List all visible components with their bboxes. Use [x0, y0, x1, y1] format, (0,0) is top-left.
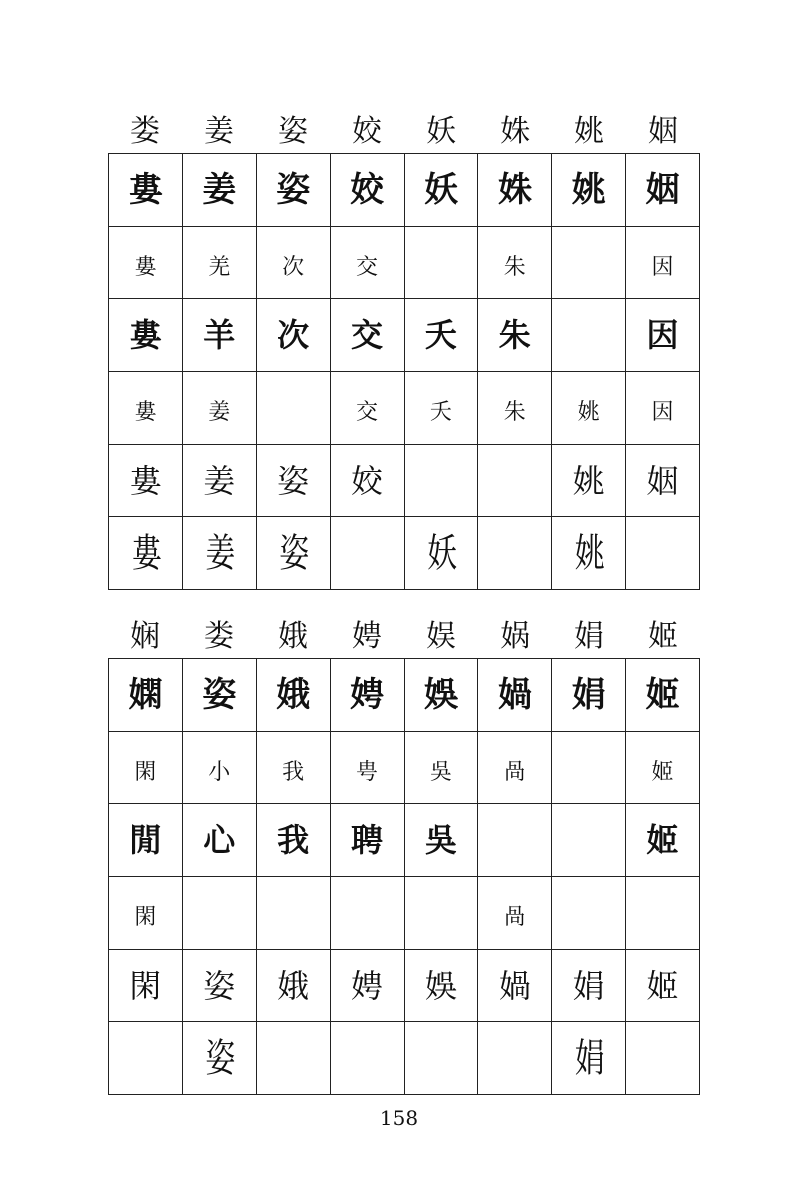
glyph-cell [256, 517, 330, 590]
glyph-cell [552, 804, 626, 877]
glyph-cell [404, 372, 478, 445]
header-char: 娄 [130, 114, 160, 149]
header-char: 姻 [648, 114, 678, 149]
glyph-cell [404, 1022, 478, 1095]
glyph-cell [330, 1022, 404, 1095]
header-char: 妖 [426, 114, 456, 149]
glyph: 姿 [277, 461, 310, 500]
glyph-cell [109, 877, 183, 950]
glyph: 姚 [574, 531, 603, 577]
glyph-cell [256, 659, 330, 732]
glyph: 咼 [503, 759, 526, 785]
glyph-cell [478, 299, 552, 372]
glyph-table-2 [108, 658, 700, 1095]
glyph: 姻 [646, 461, 679, 500]
glyph-cell [256, 154, 330, 227]
glyph-cell [109, 444, 183, 517]
glyph-cell [404, 226, 478, 299]
glyph: 姬 [646, 821, 679, 860]
glyph: 娛 [424, 966, 457, 1005]
glyph: 夭 [424, 316, 457, 355]
glyph: 姿 [279, 531, 308, 577]
glyph-cell [182, 1022, 256, 1095]
glyph-cell [330, 877, 404, 950]
glyph-cell [182, 659, 256, 732]
glyph-cell [552, 731, 626, 804]
glyph: 妖 [426, 531, 455, 577]
glyph: 交 [351, 316, 384, 355]
glyph-cell [552, 949, 626, 1022]
glyph: 姜 [203, 461, 236, 500]
header-char: 姿 [278, 114, 308, 149]
glyph: 婁 [129, 316, 162, 355]
glyph-cell [626, 517, 700, 590]
glyph-cell [552, 154, 626, 227]
glyph-row [109, 804, 700, 877]
header-char: 娄 [204, 619, 234, 654]
glyph: 羌 [208, 254, 231, 280]
glyph-cell [626, 372, 700, 445]
glyph: 妖 [423, 169, 458, 210]
glyph: 婁 [129, 461, 162, 500]
glyph-cell [626, 659, 700, 732]
glyph: 姻 [645, 169, 680, 210]
glyph: 心 [203, 821, 236, 860]
glyph-cell [404, 517, 478, 590]
glyph-row [109, 659, 700, 732]
glyph: 姣 [350, 169, 385, 210]
glyph-cell [182, 877, 256, 950]
glyph: 朱 [498, 316, 531, 355]
glyph-cell [256, 1022, 330, 1095]
glyph: 姜 [208, 399, 231, 425]
glyph: 朱 [503, 254, 526, 280]
glyph-cell [404, 154, 478, 227]
glyph: 婁 [128, 169, 163, 210]
glyph-row [109, 1022, 700, 1095]
glyph-cell [256, 299, 330, 372]
glyph-cell [478, 444, 552, 517]
glyph: 吳 [424, 821, 457, 860]
glyph: 姬 [646, 966, 679, 1005]
section-2-headers [108, 608, 700, 658]
glyph-cell [109, 949, 183, 1022]
glyph: 次 [277, 316, 310, 355]
glyph: 娥 [277, 966, 310, 1005]
header-char: 娲 [500, 619, 530, 654]
glyph-row [109, 299, 700, 372]
glyph-cell [109, 154, 183, 227]
glyph-cell [552, 517, 626, 590]
glyph-cell [182, 517, 256, 590]
glyph: 姚 [571, 169, 606, 210]
glyph-cell [626, 1022, 700, 1095]
glyph: 交 [356, 399, 379, 425]
glyph-cell [626, 731, 700, 804]
glyph-cell [478, 659, 552, 732]
glyph-cell [404, 444, 478, 517]
glyph-cell [109, 226, 183, 299]
glyph: 閑 [134, 759, 157, 785]
glyph-cell [330, 949, 404, 1022]
glyph-cell [478, 517, 552, 590]
header-char: 姜 [204, 114, 234, 149]
glyph: 閑 [134, 904, 157, 930]
glyph-cell [552, 659, 626, 732]
glyph: 我 [277, 821, 310, 860]
glyph: 姜 [205, 531, 234, 577]
glyph-cell [256, 372, 330, 445]
glyph-cell [478, 226, 552, 299]
glyph-cell [256, 877, 330, 950]
glyph-cell [552, 372, 626, 445]
glyph: 姝 [497, 169, 532, 210]
glyph: 姿 [203, 966, 236, 1005]
glyph-cell [109, 517, 183, 590]
glyph-cell [478, 154, 552, 227]
glyph: 夭 [429, 399, 452, 425]
glyph-row [109, 226, 700, 299]
glyph: 娟 [574, 1036, 603, 1082]
glyph-cell [256, 226, 330, 299]
glyph-cell [478, 1022, 552, 1095]
glyph: 娉 [350, 674, 385, 715]
glyph: 我 [282, 759, 305, 785]
glyph: 姬 [645, 674, 680, 715]
glyph-cell [552, 444, 626, 517]
glyph-cell [256, 949, 330, 1022]
glyph-cell [182, 299, 256, 372]
glyph: 吳 [429, 759, 452, 785]
glyph-cell [256, 804, 330, 877]
glyph-cell [552, 877, 626, 950]
glyph: 因 [651, 399, 674, 425]
glyph-cell [330, 226, 404, 299]
glyph: 媧 [497, 674, 532, 715]
glyph: 因 [646, 316, 679, 355]
glyph: 嫻 [128, 674, 163, 715]
glyph-cell [404, 659, 478, 732]
glyph: 姿 [205, 1036, 234, 1082]
glyph: 姬 [651, 759, 674, 785]
glyph-cell [552, 299, 626, 372]
glyph-cell [330, 731, 404, 804]
glyph: 朱 [503, 399, 526, 425]
header-char: 娱 [426, 619, 456, 654]
glyph-cell [109, 804, 183, 877]
glyph-cell [404, 804, 478, 877]
glyph-cell [330, 444, 404, 517]
section-2 [108, 608, 700, 1095]
glyph-cell [330, 154, 404, 227]
glyph: 婁 [134, 254, 157, 280]
glyph: 姿 [276, 169, 311, 210]
glyph: 媧 [498, 966, 531, 1005]
glyph-cell [478, 372, 552, 445]
glyph: 娉 [351, 966, 384, 1005]
glyph-cell [330, 659, 404, 732]
glyph-cell [626, 949, 700, 1022]
glyph-cell [478, 877, 552, 950]
glyph-row [109, 877, 700, 950]
header-char: 娥 [278, 619, 308, 654]
glyph-cell [109, 299, 183, 372]
glyph-cell [330, 299, 404, 372]
glyph-cell [478, 731, 552, 804]
glyph: 羊 [203, 316, 236, 355]
glyph-cell [182, 731, 256, 804]
header-char: 娉 [352, 619, 382, 654]
glyph-cell [182, 226, 256, 299]
glyph: 姜 [202, 169, 237, 210]
glyph-cell [256, 444, 330, 517]
glyph: 聘 [351, 821, 384, 860]
glyph-cell [626, 444, 700, 517]
glyph: 婁 [134, 399, 157, 425]
glyph: 姚 [572, 461, 605, 500]
glyph-row [109, 517, 700, 590]
header-char: 娟 [574, 619, 604, 654]
glyph-cell [404, 949, 478, 1022]
glyph-cell [404, 299, 478, 372]
glyph-row [109, 444, 700, 517]
glyph-cell [404, 731, 478, 804]
glyph-cell [626, 299, 700, 372]
section-1 [108, 103, 700, 590]
glyph: 姣 [351, 461, 384, 500]
glyph-row [109, 731, 700, 804]
glyph: 咼 [503, 904, 526, 930]
glyph: 交 [356, 254, 379, 280]
glyph: 閑 [129, 966, 162, 1005]
glyph-cell [182, 154, 256, 227]
glyph: 娛 [423, 674, 458, 715]
glyph: 姿 [202, 674, 237, 715]
glyph-cell [182, 444, 256, 517]
glyph-cell [330, 372, 404, 445]
glyph: 次 [282, 254, 305, 280]
glyph-cell [182, 949, 256, 1022]
glyph-cell [182, 804, 256, 877]
glyph-cell [182, 372, 256, 445]
glyph-cell [478, 949, 552, 1022]
glyph-cell [109, 372, 183, 445]
glyph-row [109, 154, 700, 227]
glyph: 娟 [571, 674, 606, 715]
glyph: 婁 [131, 531, 160, 577]
glyph-cell [626, 226, 700, 299]
glyph-cell [330, 517, 404, 590]
glyph-cell [552, 226, 626, 299]
glyph: 姚 [577, 399, 600, 425]
glyph: 娟 [572, 966, 605, 1005]
header-char: 姣 [352, 114, 382, 149]
glyph-cell [478, 804, 552, 877]
glyph-cell [330, 804, 404, 877]
glyph-table-1 [108, 153, 700, 590]
glyph-row [109, 372, 700, 445]
glyph-cell [404, 877, 478, 950]
glyph: 甹 [356, 759, 379, 785]
glyph: 閒 [129, 821, 162, 860]
glyph-cell [109, 1022, 183, 1095]
glyph-cell [626, 154, 700, 227]
header-char: 姝 [500, 114, 530, 149]
glyph-cell [256, 731, 330, 804]
header-char: 娴 [130, 619, 160, 654]
glyph-cell [626, 804, 700, 877]
glyph: 小 [208, 759, 231, 785]
header-char: 姚 [574, 114, 604, 149]
section-1-headers [108, 103, 700, 153]
glyph-cell [109, 659, 183, 732]
glyph-cell [626, 877, 700, 950]
glyph: 娥 [276, 674, 311, 715]
glyph-row [109, 949, 700, 1022]
header-char: 姬 [648, 619, 678, 654]
glyph-cell [552, 1022, 626, 1095]
page-number: 158 [379, 1106, 419, 1130]
glyph: 因 [651, 254, 674, 280]
glyph-cell [109, 731, 183, 804]
